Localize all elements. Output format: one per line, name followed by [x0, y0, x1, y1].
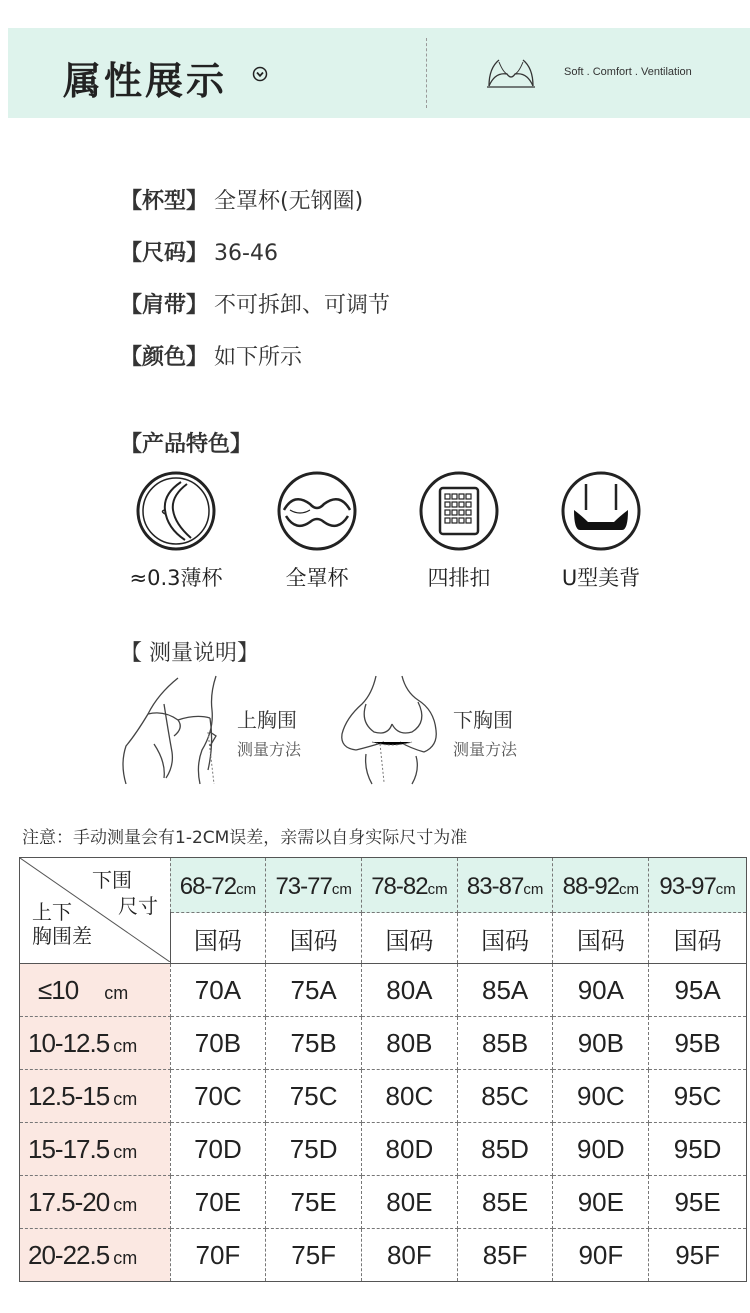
size-cell: 90E	[553, 1176, 649, 1229]
banner-divider	[426, 38, 427, 108]
banner-title: 属性展示	[63, 59, 228, 103]
size-cell: 70B	[170, 1017, 266, 1070]
table-row	[20, 1017, 747, 1070]
size-cell: 75F	[266, 1229, 362, 1282]
attribute-value: 如下所示	[214, 345, 303, 370]
corner-label-left1: 上下	[32, 900, 72, 924]
size-cell: 80A	[362, 964, 458, 1017]
feature-item	[536, 470, 666, 592]
table-row	[20, 1229, 747, 1282]
table-row	[20, 1070, 747, 1123]
corner-label-top: 下围	[92, 868, 132, 892]
banner-tagline: Soft . Comfort . Ventilation	[564, 66, 692, 78]
size-cell: 75B	[266, 1017, 362, 1070]
size-cell: 70F	[170, 1229, 266, 1282]
column-header: 88-92cm	[553, 858, 649, 913]
attribute-key: 【杯型】	[120, 189, 209, 214]
size-cell: 70C	[170, 1070, 266, 1123]
full-cup-icon	[276, 470, 358, 552]
subheader-cell: 国码	[170, 913, 266, 964]
column-header: 78-82cm	[362, 858, 458, 913]
features-title: 【产品特色】	[120, 432, 253, 457]
size-cell: 75D	[266, 1123, 362, 1176]
size-cell: 95D	[649, 1123, 747, 1176]
lower-bust-label: 下胸围	[453, 708, 513, 732]
column-header: 68-72cm	[170, 858, 266, 913]
size-cell: 75C	[266, 1070, 362, 1123]
thin-cup-icon	[135, 470, 217, 552]
column-header: 83-87cm	[457, 858, 553, 913]
subheader-cell: 国码	[457, 913, 553, 964]
attribute-value: 不可拆卸、可调节	[214, 293, 391, 318]
subheader-cell: 国码	[362, 913, 458, 964]
size-cell: 85F	[457, 1229, 553, 1282]
size-cell: 70E	[170, 1176, 266, 1229]
attribute-row	[120, 340, 302, 371]
attribute-row	[120, 184, 363, 215]
upper-bust-sublabel: 测量方法	[237, 740, 302, 759]
column-header: 73-77cm	[266, 858, 362, 913]
size-cell: 85E	[457, 1176, 553, 1229]
size-cell: 85B	[457, 1017, 553, 1070]
size-cell: 80F	[362, 1229, 458, 1282]
corner-label-right: 尺寸	[118, 894, 158, 918]
upper-bust-figure-icon	[118, 674, 230, 786]
size-cell: 80E	[362, 1176, 458, 1229]
size-table	[19, 857, 747, 1282]
column-header: 93-97cm	[649, 858, 747, 913]
attribute-value: 36-46	[214, 241, 278, 266]
row-header-bust-diff: ≤10 cm	[20, 964, 171, 1017]
size-cell: 90F	[553, 1229, 649, 1282]
feature-label: 四排扣	[427, 566, 491, 590]
subheader-cell: 国码	[266, 913, 362, 964]
lower-bust-caption	[453, 704, 517, 760]
feature-item	[111, 470, 241, 592]
row-header-bust-diff: 10-12.5 cm	[20, 1017, 171, 1070]
attribute-key: 【颜色】	[120, 345, 209, 370]
table-row	[20, 964, 747, 1017]
size-cell: 75A	[266, 964, 362, 1017]
size-cell: 90C	[553, 1070, 649, 1123]
size-cell: 90B	[553, 1017, 649, 1070]
bra-outline-icon	[485, 56, 537, 92]
size-cell: 95C	[649, 1070, 747, 1123]
size-table-body	[20, 964, 747, 1282]
attribute-value: 全罩杯(无钢圈)	[214, 189, 364, 214]
feature-item	[252, 470, 382, 592]
size-cell: 90D	[553, 1123, 649, 1176]
size-cell: 90A	[553, 964, 649, 1017]
measurement-note: 注意：手动测量会有1-2CM误差，亲需以自身实际尺寸为准	[22, 828, 468, 848]
table-row	[20, 1123, 747, 1176]
row-header-bust-diff: 20-22.5 cm	[20, 1229, 171, 1282]
subheader-cell: 国码	[553, 913, 649, 964]
upper-bust-label: 上胸围	[237, 708, 297, 732]
size-cell: 85D	[457, 1123, 553, 1176]
attribute-key: 【尺码】	[120, 241, 209, 266]
row-header-bust-diff: 15-17.5 cm	[20, 1123, 171, 1176]
size-cell: 80D	[362, 1123, 458, 1176]
row-header-bust-diff: 17.5-20 cm	[20, 1176, 171, 1229]
chevron-down-icon	[252, 66, 268, 82]
subheader-cell: 国码	[649, 913, 747, 964]
feature-label: 全罩杯	[285, 566, 349, 590]
size-cell: 85C	[457, 1070, 553, 1123]
size-cell: 95F	[649, 1229, 747, 1282]
size-cell: 75E	[266, 1176, 362, 1229]
measure-title: 【 测量说明】	[120, 641, 259, 666]
size-cell: 80B	[362, 1017, 458, 1070]
u-back-icon	[560, 470, 642, 552]
size-cell: 95B	[649, 1017, 747, 1070]
attribute-row	[120, 288, 390, 319]
corner-label-left2: 胸围差	[32, 924, 92, 948]
size-cell: 80C	[362, 1070, 458, 1123]
table-row	[20, 1176, 747, 1229]
header-banner	[8, 28, 750, 118]
upper-bust-caption	[237, 704, 301, 760]
size-cell: 70D	[170, 1123, 266, 1176]
size-cell: 95E	[649, 1176, 747, 1229]
table-corner-header	[20, 858, 171, 964]
feature-label: ≈0.3薄杯	[129, 566, 223, 590]
size-cell: 85A	[457, 964, 553, 1017]
attribute-key: 【肩带】	[120, 293, 209, 318]
feature-label: U型美背	[561, 566, 641, 590]
lower-bust-sublabel: 测量方法	[453, 740, 518, 759]
size-cell: 95A	[649, 964, 747, 1017]
row-header-bust-diff: 12.5-15 cm	[20, 1070, 171, 1123]
size-cell: 70A	[170, 964, 266, 1017]
lower-bust-figure-icon	[336, 674, 448, 786]
feature-item	[394, 470, 524, 592]
four-row-hook-icon	[418, 470, 500, 552]
attribute-row	[120, 236, 278, 267]
